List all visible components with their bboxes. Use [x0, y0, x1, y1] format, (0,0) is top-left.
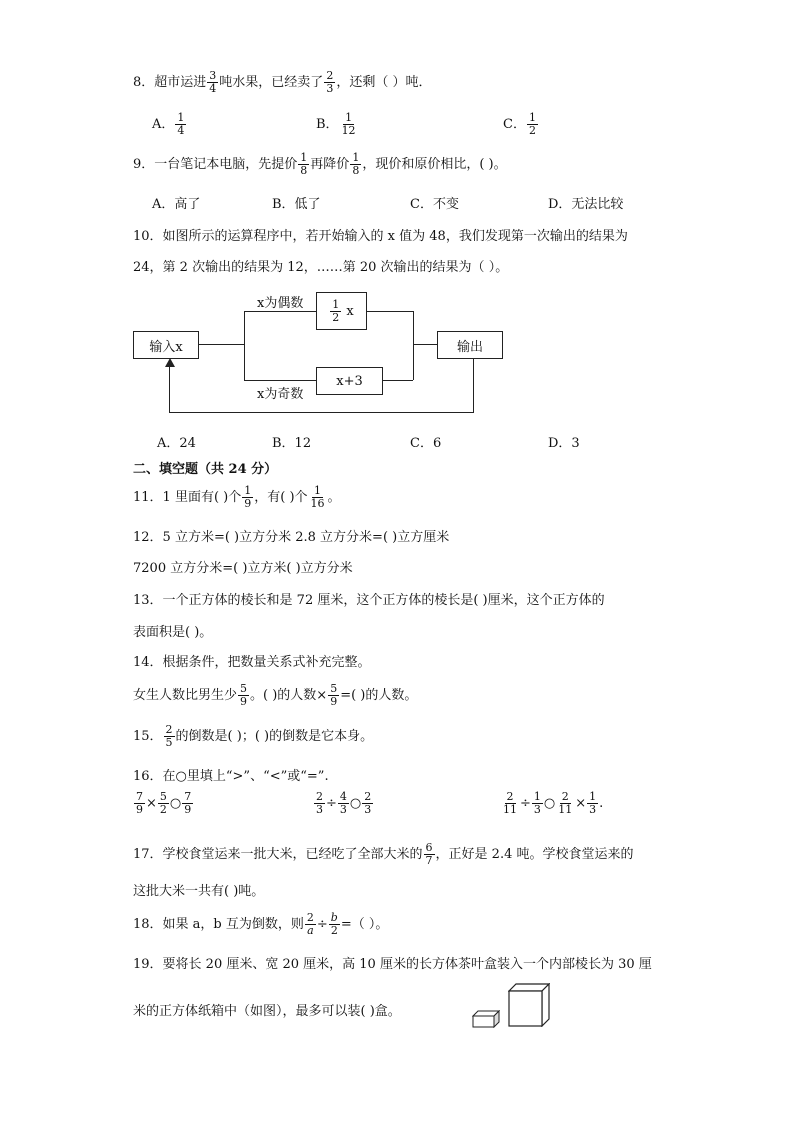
arrow-up-icon	[165, 358, 175, 367]
connector	[169, 366, 170, 413]
q11: 11．1 里面有( )个 $\frac{1}{9}$ ，有( )个 $\frac{1}{16}$ 。	[133, 484, 341, 510]
q9-option-a[interactable]: A．高了	[152, 197, 201, 212]
q12-line2: 7200 立方分米=( )立方米( )立方分米	[133, 561, 353, 576]
q9-option-b[interactable]: B．低了	[272, 197, 321, 212]
q12-line1: 12．5 立方米=( )立方分米 2.8 立方分米=( )立方厘米	[133, 530, 450, 545]
fraction: $\frac{1}{8}$	[352, 151, 360, 177]
q14-line2: 女生人数比男生少 $\frac{5}{9}$ 。( )的人数× $\frac{5}{9}$ =( )的人数。	[133, 682, 418, 708]
q10-line2: 24，第 2 次输出的结果为 12，……第 20 次输出的结果为（ ）。	[133, 260, 509, 275]
q19-line1: 19．要将长 20 厘米、宽 20 厘米，高 10 厘米的长方体茶叶盒装入一个内部棱长为 30 厘	[133, 957, 652, 972]
q13-line2: 表面积是( )。	[133, 625, 213, 640]
add-three-box: x+3	[316, 367, 383, 395]
fraction: $\frac{3}{4}$	[209, 69, 217, 95]
q9-option-d[interactable]: D．无法比较	[548, 197, 624, 212]
q10-option-a[interactable]: A．24	[157, 436, 196, 451]
q15: 15． $\frac{2}{5}$ 的倒数是( )；( )的倒数是它本身。	[133, 723, 374, 749]
q13-line1: 13．一个正方体的棱长和是 72 厘米，这个正方体的棱长是( )厘米，这个正方体的	[133, 593, 605, 608]
connector	[473, 358, 474, 412]
q10-option-d[interactable]: D．3	[548, 436, 580, 451]
compare-circle[interactable]: ○	[543, 796, 556, 811]
input-box: 输入x	[133, 331, 199, 359]
q8-option-a[interactable]: A． $\frac{1}{4}$	[152, 111, 185, 137]
connector	[366, 311, 413, 312]
connector	[413, 344, 437, 345]
q16-expr3: $\frac{2}{11}$ ÷ $\frac{1}{3}$ ○ $\frac{2}{11}$ × $\frac{1}{3}$ .	[503, 790, 604, 816]
connector	[244, 311, 245, 380]
q9-option-c[interactable]: C．不变	[410, 197, 459, 212]
q8-option-c[interactable]: C． $\frac{1}{2}$	[503, 111, 536, 137]
connector	[413, 311, 414, 380]
connector	[244, 311, 316, 312]
q9-stem: 9．一台笔记本电脑，先提价 $\frac{1}{8}$ 再降价 $\frac{1}{8}$ ，现价和原价相比，( )。	[133, 151, 507, 177]
connector	[169, 412, 474, 413]
connector	[198, 344, 244, 345]
q19-line2: 米的正方体纸箱中（如图），最多可以装( )盒。	[133, 1004, 401, 1019]
q16-expr2: $\frac{2}{3}$ ÷ $\frac{4}{3}$ ○ $\frac{2}{3}$	[316, 790, 372, 816]
q17-line1: 17．学校食堂运来一批大米，已经吃了全部大米的 $\frac{6}{7}$ ，正好是 2.4 吨。学校食堂运来的	[133, 841, 634, 867]
q10-option-c[interactable]: C．6	[410, 436, 442, 451]
connector	[244, 380, 316, 381]
compare-circle[interactable]: ○	[169, 796, 182, 811]
q17-line2: 这批大米一共有( )吨。	[133, 884, 265, 899]
compare-circle[interactable]: ○	[349, 796, 362, 811]
halve-box: 1 2 x	[316, 292, 367, 330]
q8-option-b[interactable]: B． $\frac{1}{12}$	[316, 111, 356, 137]
q8-stem: 8．超市运进 $\frac{3}{4}$ 吨水果，已经卖了 $\frac{2}{3}$ ，还剩（ ）吨．	[133, 69, 432, 95]
q16-expr1: $\frac{7}{9}$ × $\frac{5}{2}$ ○ $\frac{7}{9}$	[136, 790, 192, 816]
output-box: 输出	[437, 331, 503, 359]
connector	[382, 380, 413, 381]
q14-line1: 14．根据条件，把数量关系式补充完整。	[133, 655, 371, 670]
q10-line1: 10．如图所示的运算程序中，若开始输入的 x 值为 48，我们发现第一次输出的结果为	[133, 229, 628, 244]
fraction: $\frac{1}{8}$	[300, 151, 308, 177]
even-label: x为偶数	[257, 296, 304, 311]
fraction: $\frac{2}{3}$	[326, 69, 334, 95]
section-heading: 二、填空题（共 24 分）	[133, 462, 278, 477]
q10-option-b[interactable]: B．12	[272, 436, 312, 451]
q16-line1: 16．在○里填上“>”、“<”或“=”.	[133, 769, 329, 784]
odd-label: x为奇数	[257, 387, 304, 402]
tea-box-icon	[472, 1010, 500, 1028]
q18: 18．如果 a，b 互为倒数，则 $\frac{2}{a}$ ÷ $\frac{b}{2}$ =（ ）。	[133, 911, 389, 937]
cube-carton-icon	[508, 983, 550, 1027]
